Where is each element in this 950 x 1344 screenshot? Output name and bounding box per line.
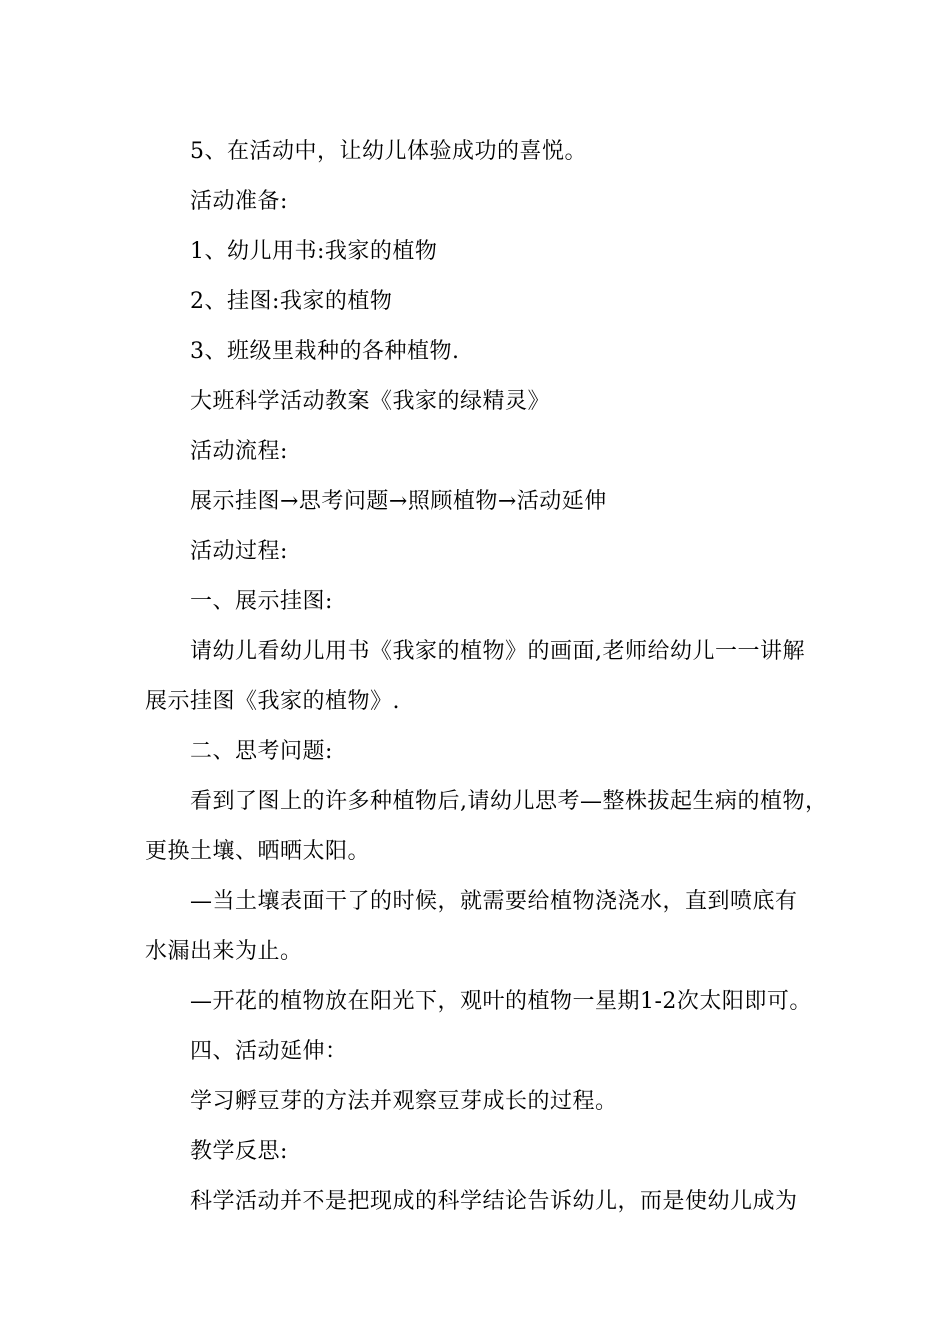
section-heading: 一、展示挂图:	[190, 589, 333, 614]
paragraph-line: 水漏出来为止。	[145, 939, 303, 964]
section-heading: 四、活动延伸：	[190, 1039, 348, 1064]
list-item: 1、幼儿用书:我家的植物	[190, 239, 438, 264]
text-line: 5、在活动中，让幼儿体验成功的喜悦。	[190, 139, 587, 164]
section-heading: 活动过程:	[190, 539, 288, 564]
text-line: 展示挂图→思考问题→照顾植物→活动延伸	[190, 489, 607, 514]
section-heading: 教学反思:	[190, 1139, 288, 1164]
paragraph-line: 科学活动并不是把现成的科学结论告诉幼儿，而是使幼儿成为	[190, 1189, 798, 1214]
paragraph-line: 展示挂图《我家的植物》.	[145, 689, 400, 714]
section-heading: 二、思考问题:	[190, 739, 333, 764]
section-heading: 活动准备:	[190, 189, 288, 214]
paragraph-line: 看到了图上的许多种植物后,请幼儿思考—整株拔起生病的植物，	[190, 789, 828, 814]
text-line: 大班科学活动教案《我家的绿精灵》	[190, 389, 551, 414]
section-heading: 活动流程:	[190, 439, 288, 464]
paragraph-line: 请幼儿看幼儿用书《我家的植物》的画面,老师给幼儿一一讲解	[190, 639, 805, 664]
paragraph-line: —开花的植物放在阳光下，观叶的植物一星期1-2次太阳即可。	[190, 989, 812, 1014]
paragraph-line: 更换土壤、晒晒太阳。	[145, 839, 371, 864]
paragraph-line: 学习孵豆芽的方法并观察豆芽成长的过程。	[190, 1089, 618, 1114]
list-item: 3、班级里栽种的各种植物.	[190, 339, 460, 364]
paragraph-line: —当土壤表面干了的时候，就需要给植物浇浇水，直到喷底有	[190, 889, 798, 914]
list-item: 2、挂图:我家的植物	[190, 289, 393, 314]
